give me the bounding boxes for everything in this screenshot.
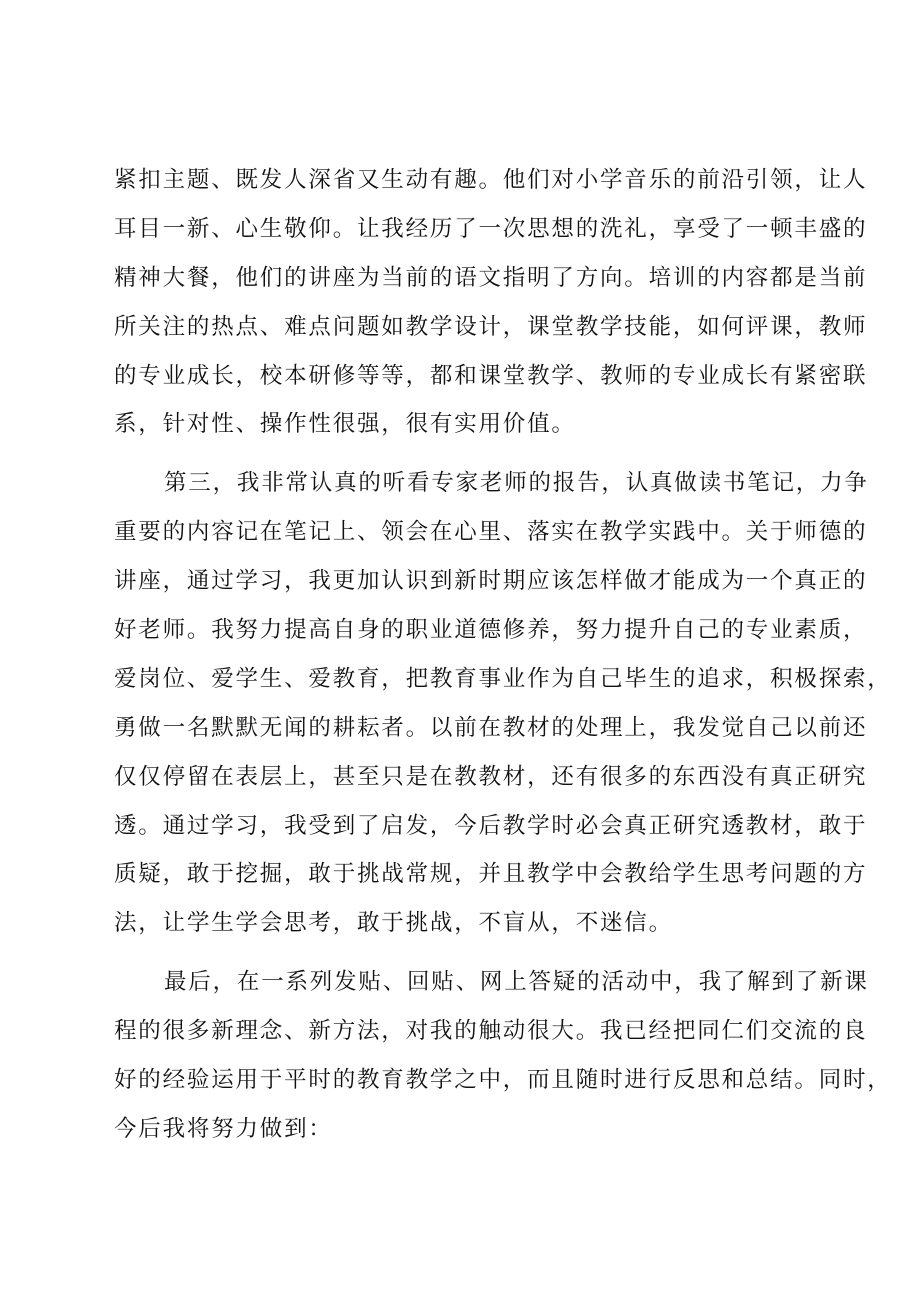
paragraph-gap — [114, 449, 834, 459]
text-line: 紧扣主题、既发人深省又生动有趣。他们对小学音乐的前沿引领，让人 — [114, 167, 868, 193]
paragraph-gap — [114, 948, 834, 958]
text-line: 系，针对性、操作性很强，很有实用价值。 — [114, 411, 576, 438]
text-line: 好老师。我努力提高自身的职业道德修养，努力提升自己的专业素质， — [114, 617, 868, 644]
text-line: 爱岗位、爱学生、爱教育，把教育事业作为自己毕生的追求，积极探索， — [114, 665, 892, 692]
text-line: 最后，在一系列发贴、回贴、网上答疑的活动中，我了解到了新课 — [164, 969, 869, 996]
text-line: 程的很多新理念、新方法，对我的触动很大。我已经把同仁们交流的良 — [114, 1018, 868, 1045]
text-line: 今后我将努力做到： — [114, 1115, 333, 1142]
text-line: 仅仅停留在表层上，甚至只是在教教材，还有很多的东西没有真正研究 — [114, 763, 868, 790]
text-line: 好的经验运用于平时的教育教学之中，而且随时进行反思和总结。同时， — [114, 1067, 892, 1094]
text-line: 讲座，通过学习，我更加认识到新时期应该怎样做才能成为一个真正的 — [114, 568, 868, 595]
text-line: 第三，我非常认真的听看专家老师的报告，认真做读书笔记，力争 — [164, 470, 869, 497]
text-line: 耳目一新、心生敬仰。让我经历了一次思想的洗礼，享受了一顿丰盛的 — [114, 215, 868, 242]
text-line: 勇做一名默默无闻的耕耘者。以前在教材的处理上，我发觉自己以前还 — [114, 714, 868, 741]
text-line: 法，让学生学会思考，敢于挑战，不盲从，不迷信。 — [114, 910, 673, 937]
paragraph — [114, 958, 892, 1154]
text-line: 的专业成长，校本研修等等，都和课堂教学、教师的专业成长有紧密联 — [114, 362, 868, 389]
document-body — [114, 156, 892, 1154]
paragraph — [114, 156, 868, 449]
text-line: 重要的内容记在笔记上、领会在心里、落实在教学实践中。关于师德的 — [114, 519, 868, 546]
text-line: 透。通过学习，我受到了启发，今后教学时必会真正研究透教材，敢于 — [114, 812, 868, 839]
text-line: 精神大餐，他们的讲座为当前的语文指明了方向。培训的内容都是当前 — [114, 264, 868, 291]
text-line: 所关注的热点、难点问题如教学设计，课堂教学技能，如何评课，教师 — [114, 313, 868, 340]
text-line: 质疑，敢于挖掘，敢于挑战常规，并且教学中会教给学生思考问题的方 — [114, 861, 868, 888]
paragraph — [114, 459, 892, 948]
